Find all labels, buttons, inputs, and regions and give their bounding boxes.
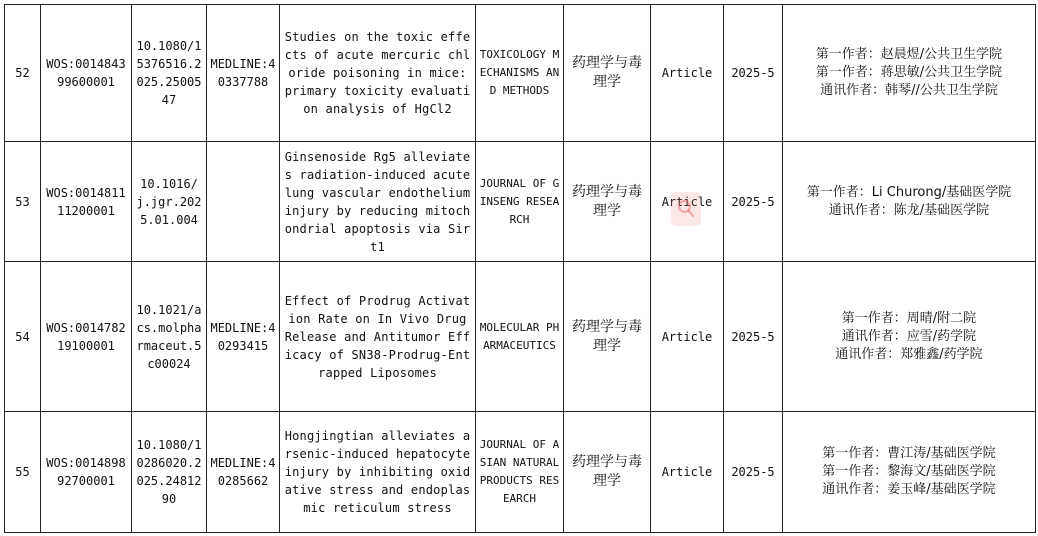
journal-name: JOURNAL OF ASIAN NATURAL PRODUCTS RESEARCH [476, 412, 564, 533]
doi: 10.1080/10286020.2025.2481290 [132, 412, 207, 533]
author-entry: 第一作者：赵晨煜/公共卫生学院 [815, 47, 1003, 62]
table-row [5, 262, 1036, 412]
author-entry: 通讯作者：姜玉峰/基础医学院 [822, 482, 996, 497]
doi: 10.1016/j.jgr.2025.01.004 [132, 142, 207, 262]
article-title: Studies on the toxic effects of acute mercuric chloride poisoning in mice: primary toxicity evaluation analysis of HgCl2 [280, 5, 476, 142]
search-icon [677, 199, 695, 219]
journal-name: MOLECULAR PHARMACEUTICS [476, 262, 564, 412]
journal-name: JOURNAL OF GINSENG RESEARCH [476, 142, 564, 262]
publish-date: 2025-5 [724, 412, 783, 533]
author-entry: 通讯作者：应雪/药学院 [841, 328, 977, 344]
article-title: Effect of Prodrug Activation Rate on In Vivo Drug Release and Antitumor Efficacy of SN38-Prodrug-Entrapped Liposomes [280, 262, 476, 412]
author-entry: 通讯作者：韩琴//公共卫生学院 [820, 83, 998, 98]
author-list [783, 412, 1036, 533]
doi: 10.1080/15376516.2025.2500547 [132, 5, 207, 142]
row-number: 53 [5, 142, 41, 262]
author-list [783, 5, 1036, 142]
subject-field: 药理学与毒理学 [564, 412, 651, 533]
medline-id [207, 142, 280, 262]
author-list [783, 262, 1036, 412]
row-number: 55 [5, 412, 41, 533]
journal-name: TOXICOLOGY MECHANISMS AND METHODS [476, 5, 564, 142]
row-number: 52 [5, 5, 41, 142]
article-title-text: Ginsenoside Rg5 alleviates radiation-induced acute lung vascular endothelium injury by reducing mitochondrial apoptosis via Sirt1 [284, 149, 471, 254]
wos-id: WOS:001478219100001 [41, 262, 132, 412]
article-title: Hongjingtian alleviates arsenic-induced hepatocyte injury by inhibiting oxidative stress and endoplasmic reticulum stress [280, 412, 476, 533]
table-row [5, 412, 1036, 533]
document-type: Article [651, 412, 724, 533]
medline-id: MEDLINE:40285662 [207, 412, 280, 533]
author-entry: 通讯作者：郑雅鑫/药学院 [835, 346, 983, 362]
publish-date: 2025-5 [724, 262, 783, 412]
author-entry: 第一作者：曹江涛/基础医学院 [822, 446, 996, 461]
publications-table [4, 4, 1036, 533]
document-type: Article [651, 262, 724, 412]
author-entry: 第一作者：周晴/附二院 [841, 310, 977, 326]
author-list [783, 142, 1036, 262]
document-type: Article [651, 5, 724, 142]
article-title [280, 142, 476, 262]
wos-id: WOS:001484399600001 [41, 5, 132, 142]
author-entry: 第一作者：Li Churong/基础医学院 [806, 184, 1012, 200]
subject-field: 药理学与毒理学 [564, 142, 651, 262]
author-entry: 通讯作者：陈龙/基础医学院 [828, 202, 990, 218]
wos-id: WOS:001481111200001 [41, 142, 132, 262]
publish-date: 2025-5 [724, 142, 783, 262]
subject-field: 药理学与毒理学 [564, 262, 651, 412]
author-entry: 第一作者：黎海文/基础医学院 [822, 464, 996, 479]
publish-date: 2025-5 [724, 5, 783, 142]
wos-id: WOS:001489892700001 [41, 412, 132, 533]
watermark-badge [671, 192, 701, 226]
table-row [5, 5, 1036, 142]
table-row [5, 142, 1036, 262]
medline-id: MEDLINE:40293415 [207, 262, 280, 412]
author-entry: 第一作者：蒋思敏/公共卫生学院 [815, 65, 1003, 80]
subject-field: 药理学与毒理学 [564, 5, 651, 142]
doi: 10.1021/acs.molpharmaceut.5c00024 [132, 262, 207, 412]
document-type: Article [651, 142, 724, 262]
row-number: 54 [5, 262, 41, 412]
medline-id: MEDLINE:40337788 [207, 5, 280, 142]
